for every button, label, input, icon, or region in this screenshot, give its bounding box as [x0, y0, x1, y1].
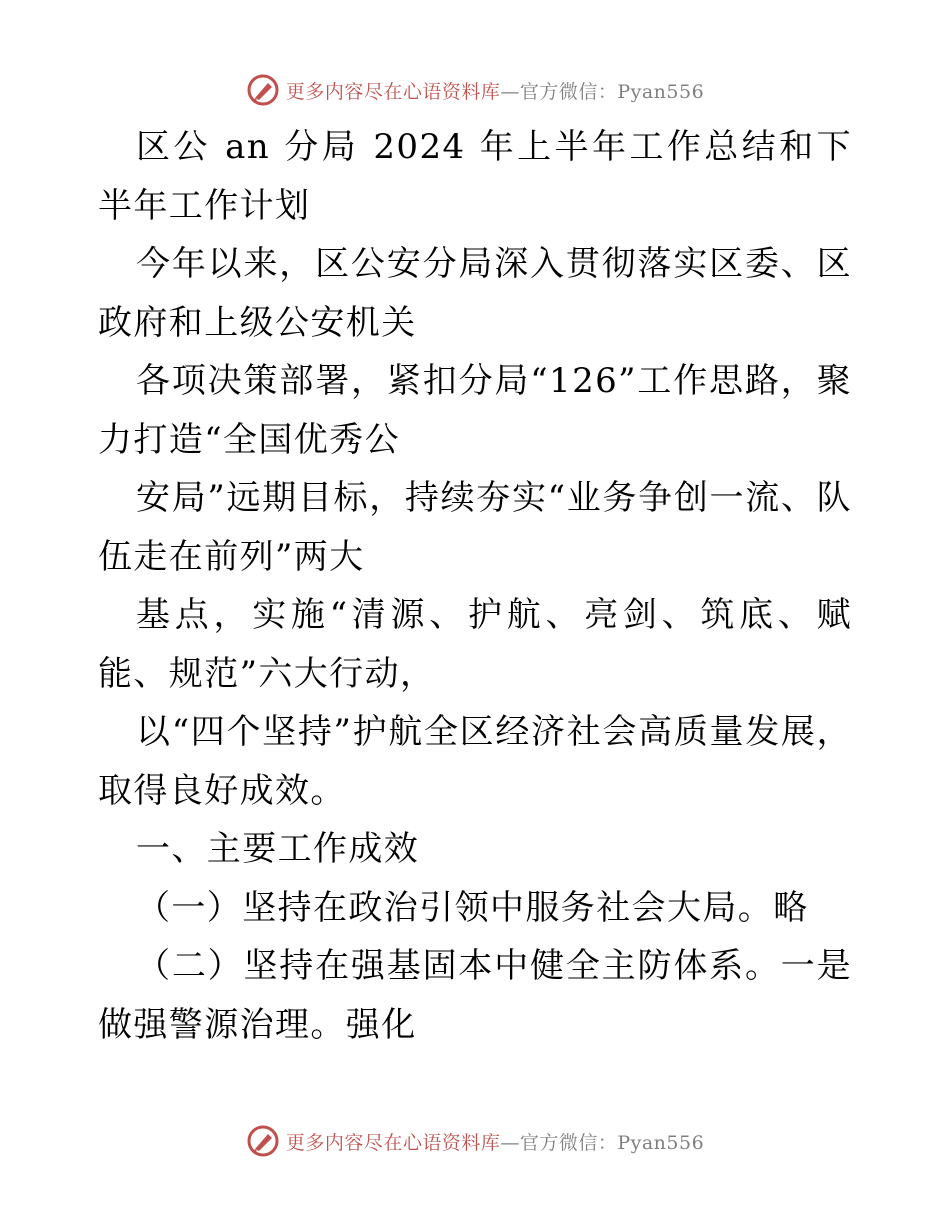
watermark-brand: 更多内容尽在心语资料库 [285, 1131, 501, 1154]
pen-nib-logo-icon [246, 1124, 280, 1158]
section-heading-1: 一、主要工作成效 [136, 829, 420, 869]
watermark-text [286, 1128, 704, 1155]
watermark-contact: 官方微信：Pyan556 [519, 1131, 705, 1154]
document-title: 区公 an 分局 2024 年上半年工作总结和下半年工作计划 [98, 127, 852, 226]
paragraph-4: 基点，实施“清源、护航、亮剑、筑底、赋能、规范”六大行动， [98, 595, 852, 694]
paragraph-1: 今年以来，区公安分局深入贯彻落实区委、区政府和上级公安机关 [98, 244, 852, 343]
pen-nib-logo-icon [246, 73, 280, 107]
watermark-separator: — [500, 1131, 520, 1154]
document-body [98, 118, 852, 1054]
watermark-contact: 官方微信：Pyan556 [519, 80, 705, 103]
paragraph-2: 各项决策部署，紧扣分局“126”工作思路，聚力打造“全国优秀公 [98, 361, 852, 460]
footer-watermark [0, 1121, 950, 1161]
header-watermark [0, 70, 950, 110]
subsection-1: （一）坚持在政治引领中服务社会大局。略 [136, 887, 809, 928]
paragraph-3: 安局”远期目标，持续夯实“业务争创一流、队伍走在前列”两大 [98, 478, 852, 577]
paragraph-5: 以“四个坚持”护航全区经济社会高质量发展，取得良好成效。 [98, 712, 852, 811]
watermark-text [286, 77, 704, 104]
watermark-separator: — [500, 80, 520, 103]
watermark-brand: 更多内容尽在心语资料库 [285, 80, 501, 103]
subsection-2: （二）坚持在强基固本中健全主防体系。一是做强警源治理。强化 [98, 946, 852, 1045]
